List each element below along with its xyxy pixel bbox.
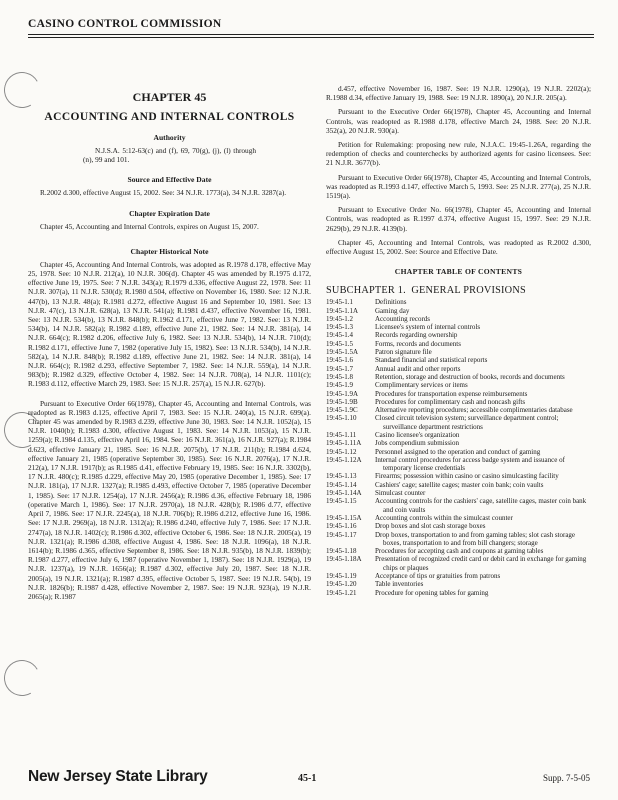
historical-note-heading: Chapter Historical Note (130, 246, 209, 256)
authority-text: N.J.S.A. 5:12-63(c) and (f), 69, 70(g), (j), (l) through (n), 99 and 101. (83, 146, 256, 165)
toc-entry-title: Standard financial and statistical reports (375, 356, 488, 365)
toc-entry (326, 373, 591, 381)
toc-entry (326, 414, 591, 431)
toc-entry (326, 547, 591, 555)
chapter-number: CHAPTER 45 (132, 90, 207, 104)
toc-entry-title: Drop boxes, transportation to and from gaming tables; slot cash storage boxes, transportation to and from bill changers; storage (375, 530, 576, 547)
toc-entry-number: 19:45-1.19 (326, 572, 357, 581)
toc-entry (326, 481, 591, 489)
toc-entry-number: 19:45-1.13 (326, 472, 357, 481)
toc-entry (326, 356, 591, 364)
toc-entry-title: Simulcast counter (375, 489, 426, 498)
toc-entry-title: Licensee's system of internal controls (375, 323, 481, 332)
toc-entry-number: 19:45-1.9A (326, 389, 359, 398)
subchapter-heading: SUBCHAPTER 1. GENERAL PROVISIONS (326, 285, 526, 297)
toc-entry-number: 19:45-1.14 (326, 480, 357, 489)
toc-entry-title: Acceptance of tips or gratuities from patrons (375, 572, 501, 581)
toc-entry (326, 323, 591, 331)
library-stamp: New Jersey State Library (28, 768, 208, 785)
toc-entry (326, 522, 591, 530)
toc-entry-number: 19:45-1.17 (326, 530, 357, 539)
expiration-text: Chapter 45, Accounting and Internal Controls, expires on August 15, 2007. (40, 221, 259, 231)
toc-entry-title: Procedures for transportation expense reimbursements (375, 389, 528, 398)
toc-entry-number: 19:45-1.1 (326, 298, 354, 307)
historical-note-paragraph: Pursuant to Executive Order 66(1978), Chapter 45, Accounting and Internal Controls, was readopted as R.1983 d.125, effective April 7, 1983. See: 15 N.J.R. 240(a), 15 N.J.R. 699(a). Chapter 45 was amended by R.1983 d.239, effective June 30, 1983. See: 14 N.J.R. 1052(a), 15 N.J.R. 1040(b); R.1983 d.300, effective August 1, 1983. See: 14 N.J.R. 1053(a), 15 N.J.R. 1259(a); R.1984 d.135, effective April 16, 1984. See: 16 N.J.R. 361(a), 16 N.J.R. 927(a); R.1984 d.623, effective January 21, 1985. See: 16 N.J.R. 2075(b), 17 N.J.R. 211(b); R.1984 d.624, effective January 21, 1985 (operative September 30, 1985). See: 16 N.J.R. 2076(a), 17 N.J.R. 212(a), 17 N.J.R. 1917(b); as R.1985 d.41, effective February 19, 1985. See: 16 N.J.R. 3302(b), 17 N.J.R. 480(c); R.1985 d.229, effective May 20, 1985 (operative December 1, 1985). See: 17 N.J.R. 181(a), 17 N.J.R. 1327(a); R.1985 d.493, effective October 7, 1985 (operative December 1, 1985). See: 17 N.J.R. 1254(a), 17 N.J.R. 2456(a); R.1986 d.36, effective February 18, 1986 (operative March 1, 1986). See: 17 N.J.R. 2970(a), 18 N.J.R. 428(b); R.1986 d.77, effective April 7, 1986. See: 17 N.J.R. 2245(a), 18 N.J.R. 706(b); R.1986 d.212, effective June 16, 1986. See: 17 N.J.R. 2969(a), 18 N.J.R. 1312(a); R.1986 d.240, effective July 7, 1986. See: 17 N.J.R. 2747(a), 18 N.J.R. 1402(c); R.1986 d.302, effective October 6, 1986. See: 18 N.J.R. 2005(a), 19 N.J.R. 1321(a); R.1986 d.308, effective August 4, 1986. See: 18 N.J.R. 1096(a), 18 N.J.R. 1614(b); R.1986 d.365, effective September 8, 1986. See: 18 N.J.R. 935(b), 18 N.J.R. 1839(b); R.1987 d.277, effective July 6, 1987 (operative November 1, 1987). See: 18 N.J.R. 1929(a), 19 N.J.R. 1237(a), 19 N.J.R. 1656(a); R.1987 d.302, effective July 20, 1987. See: 18 N.J.R. 2005(a), 19 N.J.R. 1321(a); R.1987 d.395, effective October 5, 1987. See: 19 N.J.R. 54(b), 19 N.J.R. 1826(b); R.1987 d.428, effective November 2, 1987. See: 19 N.J.R. 923(a), 19 N.J.R. 2065(a); R.1987 (28, 398, 311, 601)
toc-entry-title: Accounting controls for the cashiers' cage, satellite cages, master coin bank and coin vaults (375, 497, 587, 514)
toc-entry-title: Procedure for opening tables for gaming (375, 588, 489, 597)
header-rule-thin (28, 37, 594, 38)
toc-entry (326, 390, 591, 398)
toc-entry-number: 19:45-1.2 (326, 314, 354, 323)
chapter-title: ACCOUNTING AND INTERNAL CONTROLS (44, 111, 295, 123)
historical-note-paragraph: Pursuant to Executive Order No. 66(1978), Chapter 45, Accounting and Internal Controls, was readopted as R.1997 d.374, effective August 15, 1997. See: 29 N.J.R. 2629(b), 29 N.J.R. 4139(b). (326, 205, 591, 233)
toc-entry-title: Casino licensee's organization (375, 431, 460, 439)
toc-entry (326, 448, 591, 456)
page-number: 45-1 (298, 773, 317, 784)
running-head: CASINO CONTROL COMMISSION (28, 18, 222, 30)
left-column (28, 84, 311, 606)
toc-entry-number: 19:45-1.5 (326, 339, 354, 348)
toc-entry-number: 19:45-1.7 (326, 364, 354, 373)
toc-entry-number: 19:45-1.4 (326, 331, 354, 340)
historical-note-paragraph: Pursuant to Executive Order 66(1978), Chapter 45, Accounting and Internal Controls, was readopted as R.1993 d.147, effective March 5, 1993. See: 25 N.J.R. 277(a), 25 N.J.R. 1519(a). (326, 172, 591, 201)
toc-entry-number: 19:45-1.9C (326, 406, 358, 415)
toc-entry-number: 19:45-1.8 (326, 372, 354, 381)
toc-entry-number: 19:45-1.11A (326, 439, 362, 448)
toc-entry-number: 19:45-1.14A (326, 489, 362, 498)
toc-entry-title: Internal control procedures for access badge system and issuance of temporary license credentials (375, 455, 565, 473)
toc-entry-title: Gaming day (375, 306, 410, 315)
source-text: R.2002 d.300, effective August 15, 2002. See: 34 N.J.R. 1773(a), 34 N.J.R. 3287(a). (40, 188, 287, 198)
right-column (326, 84, 591, 597)
toc-entry (326, 497, 591, 514)
toc-entry (326, 514, 591, 522)
toc-entry-title: Annual audit and other reports (375, 364, 461, 373)
toc-entry-number: 19:45-1.15A (326, 513, 362, 522)
toc-entry-title: Patron signature file (375, 348, 432, 357)
toc-entry-number: 19:45-1.6 (326, 356, 354, 365)
historical-note-continued: d.457, effective November 16, 1987. See: 19 N.J.R. 1290(a), 19 N.J.R. 2202(a); R.1988 d.34, effective January 19, 1988. See: 19 N.J.R. 1890(a), 20 N.J.R. 205(a). (326, 84, 591, 103)
historical-note-paragraph: Pursuant to the Executive Order 66(1978), Chapter 45, Accounting and Internal Controls, was readopted as R.1988 d.178, effective March 24, 1988. See: 20 N.J.R. 352(a), 20 N.J.R. 930(a). (326, 107, 591, 135)
toc-entry-title: Personnel assigned to the operation and conduct of gaming (375, 447, 541, 456)
toc-entry-number: 19:45-1.12 (326, 447, 357, 456)
historical-note-paragraph: Petition for Rulemaking: proposing new rule, N.J.A.C. 19:45-1.26A, regarding the redemption of checks and counterchecks by authorized agents for casino licensees. See: 21 N.J.R. 3677(b). (326, 140, 591, 168)
toc-entry-title: Complimentary services or items (375, 381, 468, 390)
toc-entry (326, 298, 591, 306)
toc-entry-number: 19:45-1.5A (326, 348, 359, 357)
toc-entry-number: 19:45-1.15 (326, 497, 357, 506)
toc-entry-title: Drop boxes and slot cash storage boxes (375, 522, 486, 531)
toc-entry-title: Alternative reporting procedures; accessible complimentaries database (375, 406, 573, 415)
toc-entry-title: Definitions (375, 298, 407, 307)
toc-entry-number: 19:45-1.3 (326, 323, 354, 332)
source-heading: Source and Effective Date (127, 175, 212, 185)
historical-note-paragraph: Chapter 45, Accounting and Internal Controls, was readopted as R.2002 d.300, effective August 15, 2002. See: Source and Effective Date. (326, 237, 591, 257)
toc-entry (326, 381, 591, 389)
toc-entry-number: 19:45-1.18 (326, 547, 357, 556)
toc-entry (326, 348, 591, 356)
authority-heading: Authority (153, 133, 186, 142)
expiration-heading: Chapter Expiration Date (129, 208, 210, 218)
toc-entry (326, 531, 591, 548)
toc-entry-number: 19:45-1.9 (326, 381, 354, 390)
toc-entry (326, 456, 591, 473)
toc-entry (326, 315, 591, 323)
toc-entry (326, 340, 591, 348)
toc-entry-number: 19:45-1.11 (326, 431, 357, 439)
toc-entry-number: 19:45-1.21 (326, 588, 357, 597)
toc-entry-title: Jobs compendium submission (375, 439, 460, 448)
toc-entry (326, 365, 591, 373)
toc-entry-number: 19:45-1.20 (326, 580, 357, 589)
toc-entry-number: 19:45-1.9B (326, 397, 358, 406)
toc-entry-title: Presentation of recognized credit card or debit card in exchange for gaming chips or plaques (375, 555, 587, 572)
toc-entry (326, 489, 591, 497)
toc-entry (326, 439, 591, 447)
toc-entry-title: Procedures for accepting cash and coupons at gaming tables (375, 547, 544, 556)
toc-entry-title: Accounting controls within the simulcast counter (375, 513, 513, 522)
toc-list (326, 298, 591, 597)
header-rule (28, 34, 594, 35)
toc-entry (326, 580, 591, 588)
toc-entry (326, 307, 591, 315)
toc-entry-number: 19:45-1.18A (326, 555, 362, 564)
toc-entry-title: Cashiers' cage; satellite cages; master coin bank; coin vaults (375, 480, 544, 489)
toc-entry-title: Procedures for complimentary cash and noncash gifts (375, 397, 526, 406)
toc-entry (326, 431, 591, 439)
toc-entry-number: 19:45-1.12A (326, 455, 362, 464)
toc-entry-title: Table inventories (375, 580, 424, 589)
toc-entry (326, 572, 591, 580)
toc-entry (326, 555, 591, 572)
historical-note-paragraph: Chapter 45, Accounting And Internal Controls, was adopted as R.1978 d.178, effective May 25, 1978. See: 10 N.J.R. 212(a), 10 N.J.R. 306(d). Chapter 45 was amended by R.1975 d.172, effective June 19, 1975. See: 7 N.J.R. 343(a); R.1979 d.336, effective August 22, 1978. See: 11 N.J.R. 307(a), 11 N.J.R. 530(d); R.1980 d.504, effective on November 16, 1980. See: 12 N.J.R. 447(b), 13 N.J.R. 48(a); R.1981 d.272, effective August 16 and September 10, 1981. See: 13 N.J.R. 47(c), 13 N.J.R. 628(a), 13 N.J.R. 541(a); R.1981 d.437, effective November 16, 1981. See: 13 N.J.R. 534(b), 13 N.J.R. 848(b); R.1962 d.171, effective June 7, 1982. See: 13 N.J.R. 534(b), 14 N.J.R. 582(a); R.1982 d.189, effective June 21, 1982. See: 14 N.J.R. 381(a), 14 N.J.R. 664(c); R.1982 d.206, effective July 6, 1982. See: 13 N.J.R. 534(b), 14 N.J.R. 710(d); R.1982 d.171, effective June 7, 1982 (operative July 15, 1982). See: 13 N.J.R. 534(b), 14 N.J.R. 582(a), 14 N.J.R. 848(b); R.1982 d.189, effective June 21, 1982. See: 14 N.J.R. 381(a), 14 N.J.R. 664(c); R.1982 d.293, effective September 7, 1982. See: 14 N.J.R. 559(a), 14 N.J.R. 983(b); R.1982 d.329, effective October 4, 1982. See: 14 N.J.R. 708(a), 14 N.J.R. 1101(c); R.1983 d.112, effective March 29, 1983. See: 15 N.J.R. 257(a), 15 N.J.R. 627(b). (28, 259, 311, 389)
toc-heading: CHAPTER TABLE OF CONTENTS (394, 267, 523, 277)
toc-entry-number: 19:45-1.16 (326, 522, 357, 531)
toc-entry-title: Closed circuit television system; surveillance department control; surveillance department restrictions (375, 414, 559, 431)
toc-entry (326, 331, 591, 339)
supplement-date: Supp. 7-5-05 (543, 773, 590, 783)
toc-entry-number: 19:45-1.1A (326, 306, 359, 315)
toc-entry (326, 406, 591, 414)
toc-entry-title: Retention, storage and destruction of books, records and documents (375, 372, 565, 381)
toc-entry-title: Records regarding ownership (375, 331, 458, 340)
toc-entry-title: Accounting records (375, 314, 431, 323)
toc-entry-title: Forms, records and documents (375, 339, 461, 348)
toc-entry-number: 19:45-1.10 (326, 414, 357, 423)
punch-hole-mark (0, 656, 44, 700)
toc-entry (326, 472, 591, 480)
toc-entry (326, 589, 591, 597)
toc-entry-title: Firearms; possession within casino or casino simulcasting facility (375, 472, 559, 481)
toc-entry (326, 398, 591, 406)
